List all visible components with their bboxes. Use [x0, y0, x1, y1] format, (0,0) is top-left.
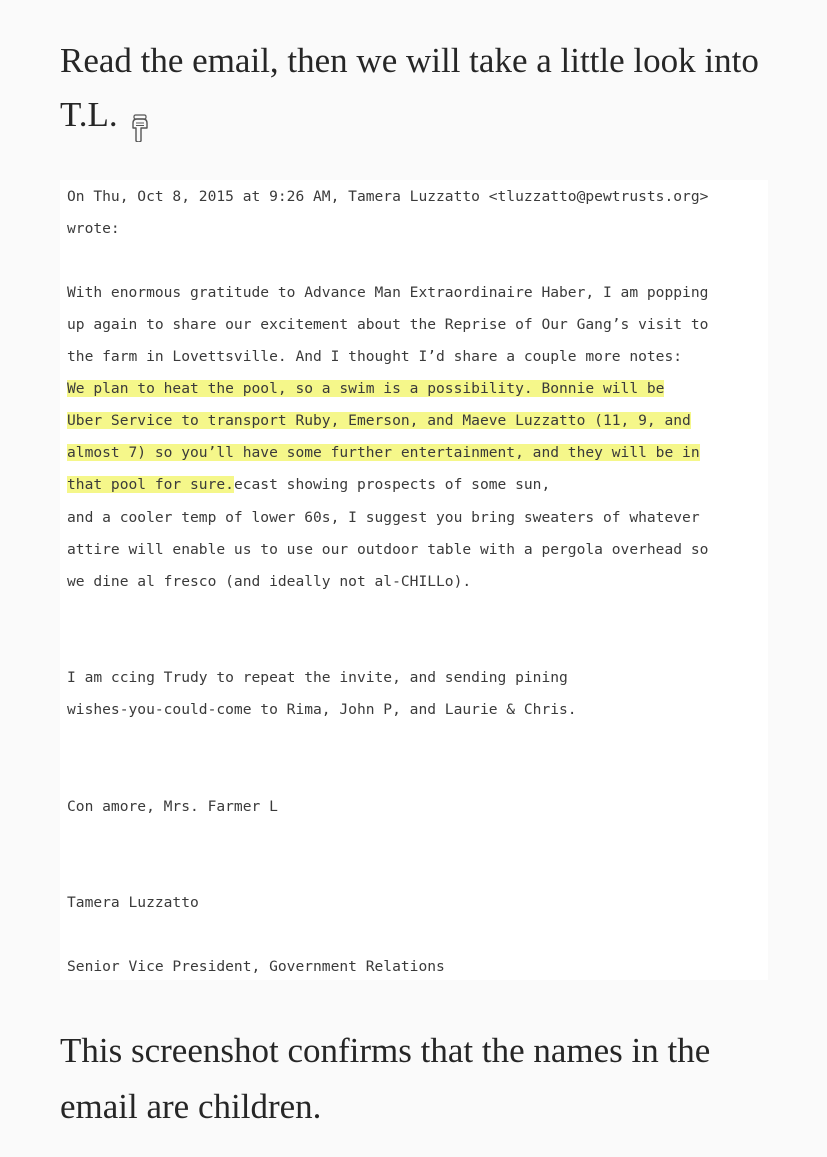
highlight: almost 7) so you’ll have some further entertainment, and they will be in [67, 444, 700, 461]
email-header-line: On Thu, Oct 8, 2015 at 9:26 AM, Tamera Luzzatto <tluzzatto@pewtrusts.org> [67, 188, 709, 205]
email-highlighted-line [67, 409, 691, 433]
intro-text: Read the email, then we will take a little look into T.L. [60, 41, 759, 134]
email-signoff: Con amore, Mrs. Farmer L [67, 798, 278, 815]
email-signature-title: Senior Vice President, Government Relations [67, 958, 445, 975]
intro-paragraph [60, 34, 760, 142]
email-body-fragment: ecast showing prospects of some sun, [233, 476, 551, 493]
email-highlighted-line [67, 473, 550, 497]
email-body-line: the farm in Lovettsville. And I thought I’d share a couple more notes: [67, 348, 683, 365]
email-body-line: we dine al fresco (and ideally not al-CHILLo). [67, 573, 472, 590]
email-body-line: With enormous gratitude to Advance Man Extraordinaire Haber, I am popping [67, 284, 709, 301]
highlight: that pool for sure. [67, 476, 234, 493]
email-screenshot [60, 180, 768, 980]
hand-pointing-down-icon [128, 104, 150, 132]
email-body-line: up again to share our excitement about the Reprise of Our Gang’s visit to [67, 316, 709, 333]
email-header-line: wrote: [67, 220, 120, 237]
email-signature-name: Tamera Luzzatto [67, 894, 199, 911]
email-body-line: attire will enable us to use our outdoor table with a pergola overhead so [67, 541, 709, 558]
highlight: Uber Service to transport Ruby, Emerson, and Maeve Luzzatto (11, 9, and [67, 412, 691, 429]
email-highlighted-line [67, 377, 664, 401]
email-body-line: wishes-you-could-come to Rima, John P, and Laurie & Chris. [67, 701, 577, 718]
outro-paragraph: This screenshot confirms that the names in the email are children. [60, 1031, 711, 1126]
email-body-line: and a cooler temp of lower 60s, I suggest you bring sweaters of whatever [67, 509, 700, 526]
email-body-line: I am ccing Trudy to repeat the invite, and sending pining [67, 669, 568, 686]
email-highlighted-line [67, 441, 700, 465]
highlight: We plan to heat the pool, so a swim is a possibility. Bonnie will be [67, 380, 665, 397]
